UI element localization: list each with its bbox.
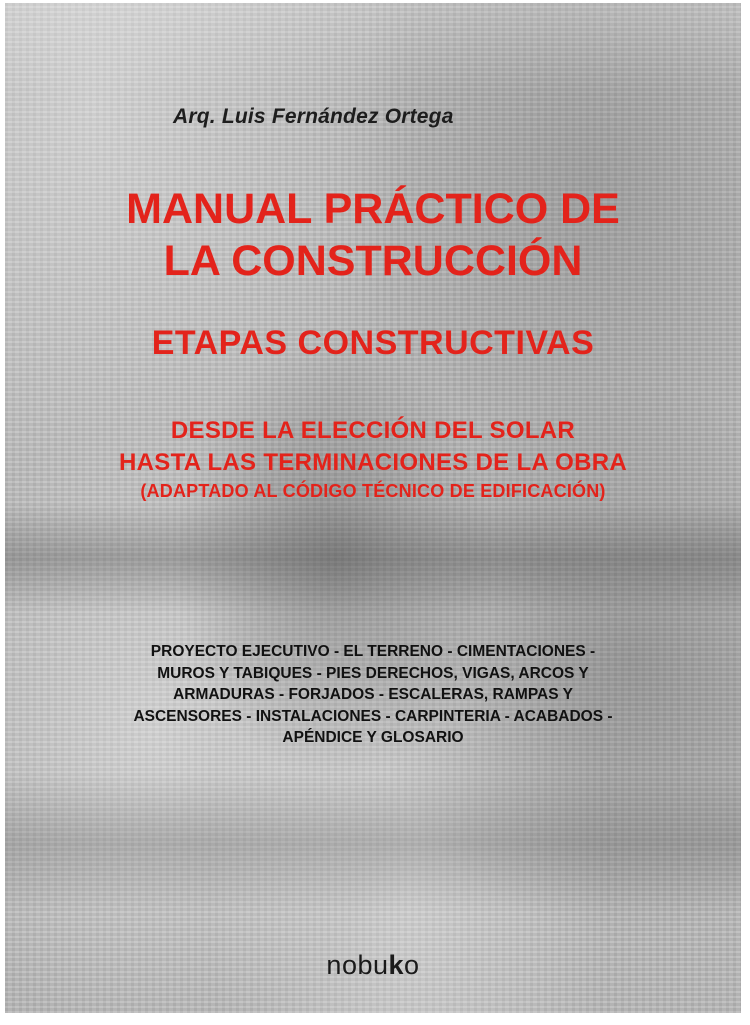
title-line-1: MANUAL PRÁCTICO DE [126,185,620,233]
book-subtitle: ETAPAS CONSTRUCTIVAS [151,324,595,362]
publisher-logo-part-1: nobu [326,950,389,980]
contents-line-2: MUROS Y TABIQUES - PIES DERECHOS, VIGAS, ARCOS Y [157,664,589,682]
texture-band [5,503,741,613]
publisher-logo-part-3: o [404,950,420,980]
title-line-2: LA CONSTRUCCIÓN [163,237,583,285]
book-title [5,183,741,287]
contents-line-4: ASCENSORES - INSTALACIONES - CARPINTERIA - ACABADOS - [133,707,613,725]
book-cover [5,3,741,1013]
scope-line-1: DESDE LA ELECCIÓN DEL SOLAR [170,417,576,444]
author-name: Arq. Luis Fernández Ortega [173,105,454,128]
scope-description [5,415,741,503]
texture-band [5,773,741,913]
contents-line-1: PROYECTO EJECUTIVO - EL TERRENO - CIMENTACIONES - [150,643,596,660]
scope-line-3: (ADAPTADO AL CÓDIGO TÉCNICO DE EDIFICACIÓN) [140,481,606,501]
contents-line-3: ARMADURAS - FORJADOS - ESCALERAS, RAMPAS Y [173,686,573,703]
scope-line-2: HASTA LAS TERMINACIONES DE LA OBRA [119,449,627,476]
contents-list [5,641,741,749]
publisher-logo-part-2: k [388,950,405,980]
publisher-logo [5,950,741,981]
texture-band [5,3,741,93]
contents-line-5: APÉNDICE Y GLOSARIO [282,729,464,746]
